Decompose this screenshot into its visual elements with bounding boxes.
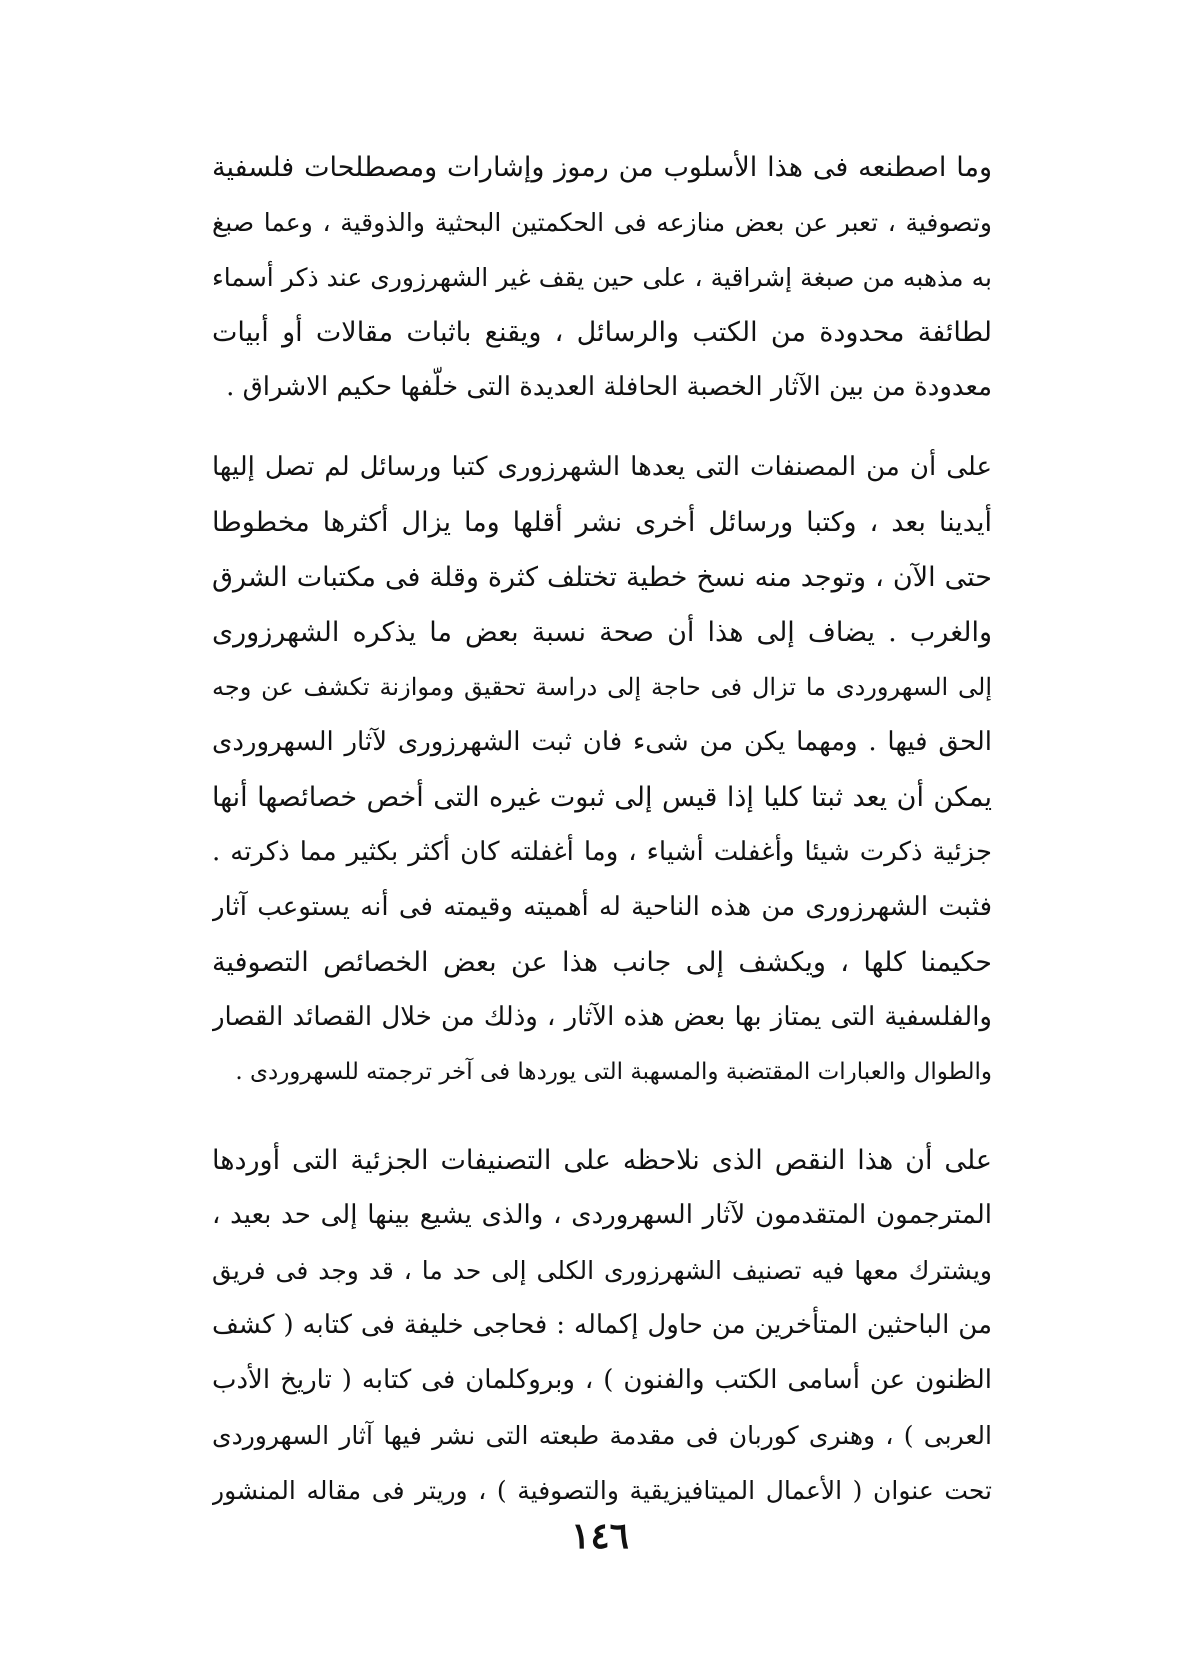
text-line: وتصوفية ، تعبر عن بعض منازعه فى الحكمتين البحثية والذوقية ، وعما صبغ <box>212 208 992 237</box>
text-line: الحق فيها . ومهما يكن من شىء فان ثبت الشهرزورى لآثار السهروردى <box>212 727 992 757</box>
text-line: ويشترك معها فيه تصنيف الشهرزورى الكلى إلى حد ما ، قد وجد فى فريق <box>212 1256 992 1285</box>
text-line: والغرب . يضاف إلى هذا أن صحة نسبة بعض ما يذكره الشهرزورى <box>212 617 992 648</box>
text-line: حكيمنا كلها ، ويكشف إلى جانب هذا عن بعض الخصائص التصوفية <box>212 947 992 978</box>
text-line: والفلسفية التى يمتاز بها بعض هذه الآثار ، وذلك من خلال القصائد القصار <box>212 1002 992 1032</box>
text-line: من الباحثين المتأخرين من حاول إكماله : فحاجى خليفة فى كتابه ( كشف <box>212 1310 992 1340</box>
paragraph-1 <box>212 140 992 415</box>
paragraph-2 <box>212 440 992 1100</box>
text-line: حتى الآن ، وتوجد منه نسخ خطية تختلف كثرة وقلة فى مكتبات الشرق <box>212 562 992 593</box>
text-line: الظنون عن أسامى الكتب والفنون ) ، وبروكلمان فى كتابه ( تاريخ الأدب <box>212 1365 992 1395</box>
text-line: إلى السهروردى ما تزال فى حاجة إلى دراسة تحقيق وموازنة تكشف عن وجه <box>212 673 992 701</box>
text-line: تحت عنوان ( الأعمال الميتافيزيقية والتصوفية ) ، وريتر فى مقاله المنشور <box>212 1476 992 1505</box>
text-line: أيدينا بعد ، وكتبا ورسائل أخرى نشر أقلها وما يزال أكثرها مخطوطا <box>212 507 992 538</box>
text-line: فثبت الشهرزورى من هذه الناحية له أهميته وقيمته فى أنه يستوعب آثار <box>212 892 992 922</box>
text-line: على أن هذا النقص الذى نلاحظه على التصنيفات الجزئية التى أوردها <box>212 1145 992 1176</box>
text-line: والطوال والعبارات المقتضبة والمسهبة التى يوردها فى آخر ترجمته للسهروردى . <box>235 1059 992 1085</box>
text-line: به مذهبه من صبغة إشراقية ، على حين يقف غير الشهرزورى عند ذكر أسماء <box>212 263 992 292</box>
paragraph-3 <box>212 1133 992 1518</box>
page-number: ١٤٦ <box>570 1515 629 1557</box>
text-line: العربى ) ، وهنرى كوربان فى مقدمة طبعته التى نشر فيها آثار السهروردى <box>212 1421 992 1450</box>
text-line: يمكن أن يعد ثبتا كليا إذا قيس إلى ثبوت غيره التى أخص خصائصها أنها <box>212 782 992 813</box>
text-line: لطائفة محدودة من الكتب والرسائل ، ويقنع باثبات مقالات أو أبيات <box>212 317 992 348</box>
text-line: على أن من المصنفات التى يعدها الشهرزورى كتبا ورسائل لم تصل إليها <box>212 452 992 482</box>
text-line: معدودة من بين الآثار الخصبة الحافلة العديدة التى خلّفها حكيم الاشراق . <box>226 372 992 402</box>
text-line: المترجمون المتقدمون لآثار السهروردى ، والذى يشيع بينها إلى حد بعيد ، <box>212 1200 992 1230</box>
text-line: جزئية ذكرت شيئا وأغفلت أشياء ، وما أغفلته كان أكثر بكثير مما ذكرته . <box>212 837 992 867</box>
text-line: وما اصطنعه فى هذا الأسلوب من رموز وإشارات ومصطلحات فلسفية <box>212 152 992 183</box>
